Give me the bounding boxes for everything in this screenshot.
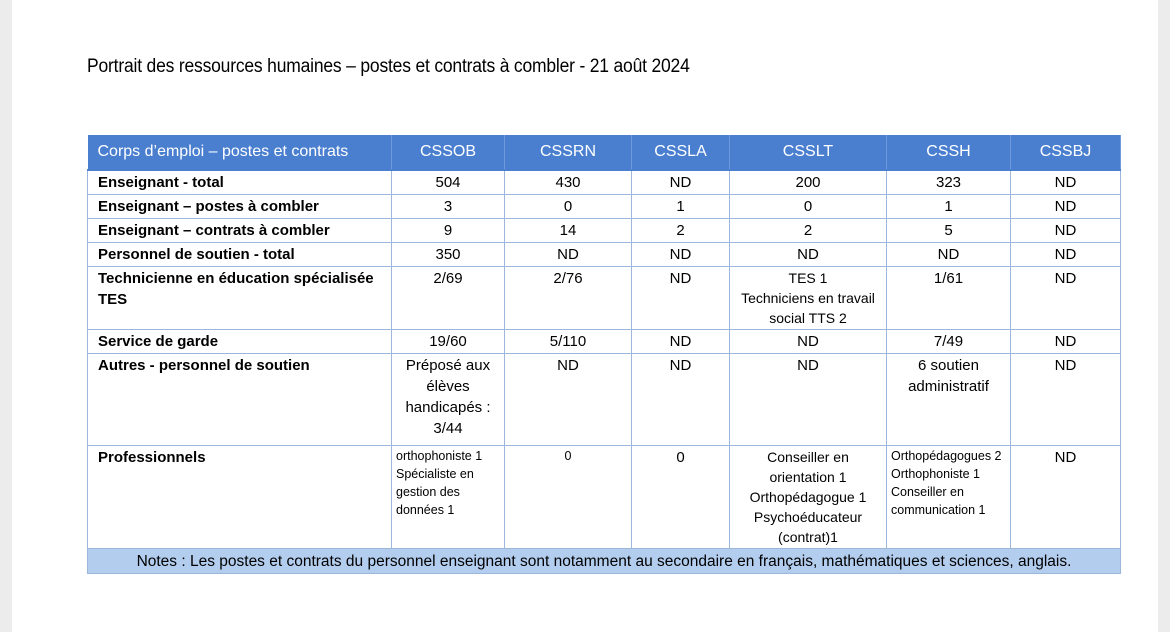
table-cell: ND	[1011, 354, 1121, 446]
column-header-cssla: CSSLA	[632, 135, 730, 170]
column-header-cssrn: CSSRN	[505, 135, 632, 170]
table-cell: 0	[505, 195, 632, 219]
table-cell: ND	[632, 330, 730, 354]
table-cell: 504	[392, 170, 505, 195]
table-cell: TES 1 Techniciens en travail social TTS 2	[730, 267, 887, 330]
table-cell: ND	[730, 354, 887, 446]
table-cell: 5	[887, 219, 1011, 243]
table-cell: 200	[730, 170, 887, 195]
page-title: Portrait des ressources humaines – postes et contrats à combler - 21 août 2024	[87, 56, 690, 77]
row-label: Enseignant – contrats à combler	[88, 219, 392, 243]
table-cell: ND	[1011, 267, 1121, 330]
table-header-row	[88, 135, 1121, 170]
table-cell: Conseiller en orientation 1 Orthopédagogue 1 Psychoéducateur (contrat)1	[730, 446, 887, 549]
hr-table	[87, 135, 1121, 574]
table-cell: ND	[1011, 195, 1121, 219]
column-header-cssh: CSSH	[887, 135, 1011, 170]
row-label: Autres - personnel de soutien	[88, 354, 392, 446]
table-cell: 5/110	[505, 330, 632, 354]
column-header-job: Corps d’emploi – postes et contrats	[88, 135, 392, 170]
table-cell: 1/61	[887, 267, 1011, 330]
table-cell: Préposé aux élèves handicapés : 3/44	[392, 354, 505, 446]
column-header-csslt: CSSLT	[730, 135, 887, 170]
table-cell: orthophoniste 1 Spécialiste en gestion des données 1	[392, 446, 505, 549]
table-cell: 350	[392, 243, 505, 267]
table-cell: 323	[887, 170, 1011, 195]
row-label: Enseignant - total	[88, 170, 392, 195]
table-cell: ND	[1011, 170, 1121, 195]
table-row	[88, 170, 1121, 195]
table-cell: 2/76	[505, 267, 632, 330]
table-row	[88, 330, 1121, 354]
table-cell: 2	[632, 219, 730, 243]
table-cell: ND	[1011, 243, 1121, 267]
row-label: Technicienne en éducation spécialisée TES	[88, 267, 392, 330]
table-cell: 2/69	[392, 267, 505, 330]
row-label: Enseignant – postes à combler	[88, 195, 392, 219]
table-row	[88, 219, 1121, 243]
table-cell: 0	[730, 195, 887, 219]
row-label: Service de garde	[88, 330, 392, 354]
row-label: Professionnels	[88, 446, 392, 549]
table-cell: 14	[505, 219, 632, 243]
table-cell: ND	[632, 354, 730, 446]
row-label: Personnel de soutien - total	[88, 243, 392, 267]
table-cell: 3	[392, 195, 505, 219]
table-cell: 9	[392, 219, 505, 243]
table-cell: ND	[1011, 219, 1121, 243]
table-row	[88, 354, 1121, 446]
table-cell: Orthopédagogues 2 Orthophoniste 1 Conseiller en communication 1	[887, 446, 1011, 549]
table-cell: 19/60	[392, 330, 505, 354]
table-cell: ND	[887, 243, 1011, 267]
table-cell: ND	[730, 243, 887, 267]
notes-row	[88, 549, 1121, 574]
table-cell: ND	[632, 170, 730, 195]
table-cell: 430	[505, 170, 632, 195]
table-cell: ND	[632, 267, 730, 330]
table-cell: ND	[632, 243, 730, 267]
document-page	[12, 0, 1158, 632]
table-row	[88, 446, 1121, 549]
table-row	[88, 243, 1121, 267]
table-cell: ND	[505, 354, 632, 446]
table-cell: 0	[505, 446, 632, 549]
table-cell: 2	[730, 219, 887, 243]
table-cell: ND	[1011, 330, 1121, 354]
notes-text: Notes : Les postes et contrats du personnel enseignant sont notamment au secondaire en français, mathématiques et sciences, anglais.	[88, 549, 1121, 574]
table-cell: 7/49	[887, 330, 1011, 354]
table-row	[88, 267, 1121, 330]
table-cell: 6 soutien administratif	[887, 354, 1011, 446]
column-header-cssob: CSSOB	[392, 135, 505, 170]
table-cell: ND	[505, 243, 632, 267]
table-cell: 0	[632, 446, 730, 549]
table-cell: 1	[887, 195, 1011, 219]
table-cell: ND	[730, 330, 887, 354]
table-cell: 1	[632, 195, 730, 219]
column-header-cssbj: CSSBJ	[1011, 135, 1121, 170]
table-cell: ND	[1011, 446, 1121, 549]
table-row	[88, 195, 1121, 219]
